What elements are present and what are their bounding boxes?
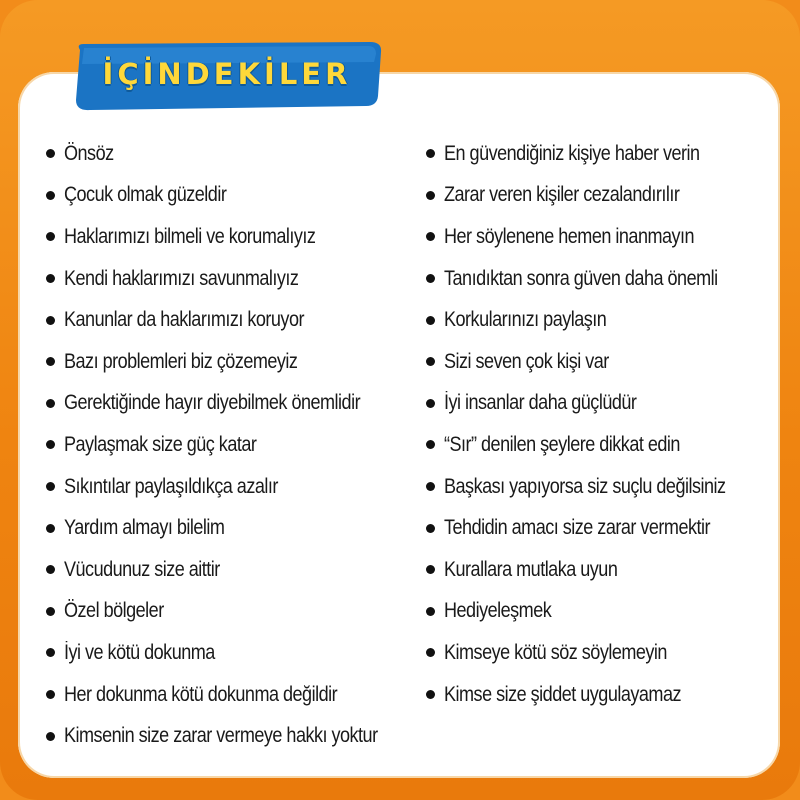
- list-item: [426, 258, 771, 300]
- list-item: [46, 424, 429, 466]
- list-item: [426, 466, 771, 508]
- toc-entry: Her söylenene hemen inanmayın: [444, 224, 695, 248]
- bullet-icon: [426, 149, 435, 158]
- list-item: [426, 591, 771, 633]
- title-banner: [68, 40, 386, 114]
- list-item: [426, 549, 771, 591]
- bullet-icon: [46, 440, 55, 449]
- list-item: [46, 466, 429, 508]
- list-item: [46, 507, 429, 549]
- list-item: [426, 383, 771, 425]
- toc-entry: Her dokunma kötü dokunma değildir: [64, 682, 338, 706]
- list-item: [426, 133, 771, 175]
- toc-entry: Kimsenin size zarar vermeye hakkı yoktur: [64, 724, 378, 748]
- toc-entry: Kendi haklarımızı savunmalıyız: [64, 266, 299, 290]
- bullet-icon: [46, 732, 55, 741]
- toc-right-column: [426, 133, 771, 715]
- list-item: [426, 216, 771, 258]
- toc-entry: Tanıdıktan sonra güven daha önemli: [444, 266, 718, 290]
- list-item: [46, 383, 429, 425]
- bullet-icon: [46, 274, 55, 283]
- toc-entry: Kanunlar da haklarımızı koruyor: [64, 308, 304, 332]
- bullet-icon: [46, 524, 55, 533]
- list-item: [426, 299, 771, 341]
- toc-entry: Paylaşmak size güç katar: [64, 432, 257, 456]
- toc-entry: Korkularınızı paylaşın: [444, 308, 607, 332]
- list-item: [46, 341, 429, 383]
- bullet-icon: [46, 357, 55, 366]
- toc-entry: Gerektiğinde hayır diyebilmek önemlidir: [64, 391, 361, 415]
- bullet-icon: [46, 565, 55, 574]
- toc-entry: Kurallara mutlaka uyun: [444, 557, 618, 581]
- bullet-icon: [426, 565, 435, 574]
- list-item: [46, 674, 429, 716]
- list-item: [426, 632, 771, 674]
- toc-entry: “Sır” denilen şeylere dikkat edin: [444, 432, 680, 456]
- list-item: [46, 258, 429, 300]
- bullet-icon: [426, 232, 435, 241]
- bullet-icon: [426, 399, 435, 408]
- bullet-icon: [46, 149, 55, 158]
- page-title: İÇİNDEKİLER: [102, 57, 352, 91]
- toc-entry: Vücudunuz size aittir: [64, 557, 220, 581]
- list-item: [46, 175, 429, 217]
- toc-entry: Hediyeleşmek: [444, 599, 552, 623]
- toc-entry: Yardım almayı bilelim: [64, 516, 225, 540]
- bullet-icon: [46, 690, 55, 699]
- toc-entry: Sizi seven çok kişi var: [444, 349, 609, 373]
- bullet-icon: [426, 482, 435, 491]
- bullet-icon: [426, 690, 435, 699]
- list-item: [46, 632, 429, 674]
- bullet-icon: [426, 440, 435, 449]
- list-item: [46, 216, 429, 258]
- bullet-icon: [426, 648, 435, 657]
- list-item: [426, 507, 771, 549]
- toc-entry: Başkası yapıyorsa siz suçlu değilsiniz: [444, 474, 726, 498]
- bullet-icon: [46, 191, 55, 200]
- toc-entry: Sıkıntılar paylaşıldıkça azalır: [64, 474, 278, 498]
- bullet-icon: [46, 482, 55, 491]
- bullet-icon: [426, 607, 435, 616]
- bullet-icon: [426, 191, 435, 200]
- toc-entry: Kimse size şiddet uygulayamaz: [444, 682, 681, 706]
- toc-entry: Zarar veren kişiler cezalandırılır: [444, 183, 680, 207]
- bullet-icon: [426, 274, 435, 283]
- toc-left-column: [46, 133, 429, 757]
- list-item: [426, 424, 771, 466]
- toc-entry: Haklarımızı bilmeli ve korumalıyız: [64, 224, 316, 248]
- toc-entry: Önsöz: [64, 141, 114, 165]
- toc-entry: İyi ve kötü dokunma: [64, 640, 215, 664]
- toc-entry: En güvendiğiniz kişiye haber verin: [444, 141, 700, 165]
- list-item: [426, 341, 771, 383]
- bullet-icon: [46, 316, 55, 325]
- bullet-icon: [46, 648, 55, 657]
- list-item: [46, 133, 429, 175]
- bullet-icon: [426, 316, 435, 325]
- list-item: [46, 549, 429, 591]
- toc-entry: Özel bölgeler: [64, 599, 164, 623]
- bullet-icon: [46, 399, 55, 408]
- bullet-icon: [426, 357, 435, 366]
- list-item: [426, 674, 771, 716]
- list-item: [426, 175, 771, 217]
- list-item: [46, 591, 429, 633]
- bullet-icon: [426, 524, 435, 533]
- toc-entry: Kimseye kötü söz söylemeyin: [444, 640, 667, 664]
- list-item: [46, 715, 429, 757]
- toc-entry: Çocuk olmak güzeldir: [64, 183, 227, 207]
- bullet-icon: [46, 607, 55, 616]
- list-item: [46, 299, 429, 341]
- bullet-icon: [46, 232, 55, 241]
- toc-entry: İyi insanlar daha güçlüdür: [444, 391, 637, 415]
- toc-entry: Bazı problemleri biz çözemeyiz: [64, 349, 298, 373]
- toc-entry: Tehdidin amacı size zarar vermektir: [444, 516, 710, 540]
